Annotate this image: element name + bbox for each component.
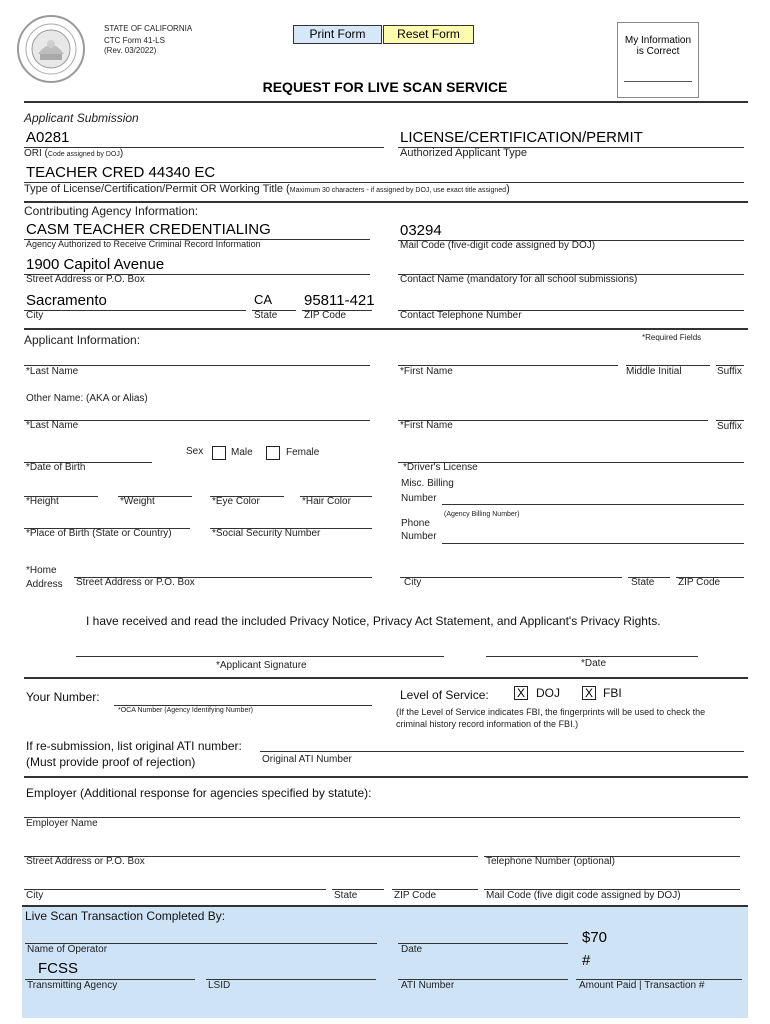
- home-city-label: City: [404, 577, 422, 588]
- employer-name-label: Employer Name: [26, 818, 98, 829]
- employer-mail-label: Mail Code (five digit code assigned by DOJ): [486, 890, 681, 901]
- employer-city-label: City: [26, 890, 44, 901]
- section-rule: [24, 677, 748, 679]
- level-of-service-label: Level of Service:: [400, 688, 489, 702]
- female-label: Female: [286, 447, 320, 458]
- city-rule: [24, 310, 246, 311]
- drivers-license-label: *Driver's License: [403, 462, 478, 473]
- agency-heading: Contributing Agency Information:: [24, 204, 199, 218]
- other-name-label: Other Name: (AKA or Alias): [26, 393, 148, 404]
- info-correct-line2: is Correct: [636, 46, 680, 57]
- ls-date-label: Date: [401, 944, 423, 955]
- lsid-label: LSID: [208, 980, 231, 991]
- fbi-note-line1: (If the Level of Service indicates FBI, the fingerprints will be used to check the: [396, 707, 706, 717]
- fbi-checkbox[interactable]: X: [582, 686, 596, 700]
- home-state-label: State: [631, 577, 655, 588]
- date-label: *Date: [581, 658, 607, 669]
- male-label: Male: [231, 447, 253, 458]
- weight-label: *Weight: [120, 496, 155, 507]
- oca-small-label: *OCA Number (Agency Identifying Number): [118, 707, 253, 714]
- male-checkbox[interactable]: [212, 446, 226, 460]
- employer-phone-label: Telephone Number (optional): [486, 856, 615, 867]
- address-label: Address: [26, 579, 63, 590]
- signature-rule: [76, 656, 444, 657]
- original-ati-rule: [260, 751, 744, 752]
- info-correct-line1: My Information: [624, 35, 692, 46]
- transaction-hash[interactable]: #: [582, 952, 591, 969]
- amount-paid-label: Amount Paid | Transaction #: [579, 980, 705, 991]
- agency-name-label: Agency Authorized to Receive Criminal Record Information: [26, 239, 261, 249]
- pob-label: *Place of Birth (State or Country): [26, 528, 172, 539]
- fbi-note-line2: criminal history record information of the FBI.): [396, 719, 579, 729]
- oca-rule: [114, 705, 372, 706]
- license-title-value[interactable]: TEACHER CRED 44340 EC: [26, 164, 216, 181]
- eye-color-label: *Eye Color: [212, 496, 260, 507]
- signature-label: *Applicant Signature: [216, 660, 307, 671]
- phone-rule: [442, 543, 744, 544]
- lsid-rule: [206, 979, 376, 980]
- height-label: *Height: [26, 496, 59, 507]
- street-label: Street Address or P.O. Box: [26, 274, 145, 285]
- submission-heading: Applicant Submission: [24, 111, 139, 125]
- ati-number-label: ATI Number: [401, 980, 455, 991]
- city-label: City: [26, 310, 44, 321]
- last-name-label: *Last Name: [26, 366, 79, 377]
- privacy-statement: I have received and read the included Privacy Notice, Privacy Act Statement, and Applicant's Privacy Rights.: [86, 614, 661, 628]
- ctc-seal: [16, 14, 86, 84]
- dob-label: *Date of Birth: [26, 462, 86, 473]
- suffix-label: Suffix: [717, 366, 742, 377]
- section-rule: [24, 776, 748, 778]
- employer-city-rule: [24, 889, 326, 890]
- applicant-type-label: Authorized Applicant Type: [400, 147, 527, 159]
- city-value[interactable]: Sacramento: [26, 292, 107, 309]
- mail-code-value[interactable]: 03294: [400, 222, 442, 239]
- required-note: *Required Fields: [642, 333, 702, 342]
- print-form-button[interactable]: Print Form: [293, 25, 382, 44]
- employer-state-label: State: [334, 890, 358, 901]
- employer-zip-label: ZIP Code: [394, 890, 437, 901]
- employer-name-rule: [24, 817, 740, 818]
- live-scan-heading: Live Scan Transaction Completed By:: [25, 909, 226, 923]
- applicant-type-value[interactable]: LICENSE/CERTIFICATION/PERMIT: [400, 129, 643, 146]
- misc-billing-label: Misc. Billing: [401, 478, 454, 489]
- operator-label: Name of Operator: [27, 944, 108, 955]
- date-rule: [486, 656, 698, 657]
- doj-checkbox[interactable]: X: [514, 686, 528, 700]
- license-title-label: Type of License/Certification/Permit OR Working Title (Maximum 30 characters - if assigned by DOJ, use exact title assigned): [24, 183, 510, 195]
- form-revision: (Rev. 03/2022): [104, 46, 157, 55]
- alias-last-label: *Last Name: [26, 420, 79, 431]
- transmitting-agency-value[interactable]: FCSS: [38, 960, 79, 977]
- contact-name-label: Contact Name (mandatory for all school submissions): [400, 274, 638, 285]
- misc-billing-number-label: Number: [401, 493, 437, 504]
- section-rule: [24, 328, 748, 330]
- form-number: CTC Form 41-LS: [104, 36, 165, 45]
- phone-number-label: Number: [401, 531, 437, 542]
- home-zip-label: ZIP Code: [678, 577, 721, 588]
- first-name-label: *First Name: [400, 366, 453, 377]
- sex-label: Sex: [186, 446, 204, 457]
- transmitting-agency-label: Transmitting Agency: [27, 980, 118, 991]
- form-title: REQUEST FOR LIVE SCAN SERVICE: [262, 79, 508, 95]
- agency-name-value[interactable]: CASM TEACHER CREDENTIALING: [26, 221, 271, 238]
- ori-value[interactable]: A0281: [26, 129, 70, 146]
- doj-label: DOJ: [536, 686, 560, 700]
- alias-suffix-label: Suffix: [717, 421, 742, 432]
- mail-code-label: Mail Code (five-digit code assigned by DOJ): [400, 240, 596, 251]
- resubmission-line2: (Must provide proof of rejection): [26, 755, 196, 769]
- contact-phone-label: Contact Telephone Number: [400, 310, 522, 321]
- street-value[interactable]: 1900 Capitol Avenue: [26, 256, 165, 273]
- ori-label: ORI (Code assigned by DOJ): [24, 148, 124, 159]
- female-checkbox[interactable]: [266, 446, 280, 460]
- employer-street-label: Street Address or P.O. Box: [26, 856, 145, 867]
- home-city-rule: [400, 577, 622, 578]
- reset-form-button[interactable]: Reset Form: [383, 25, 474, 44]
- applicant-heading: Applicant Information:: [24, 333, 141, 347]
- your-number-label: Your Number:: [26, 690, 100, 704]
- middle-initial-label: Middle Initial: [626, 366, 682, 377]
- original-ati-label: Original ATI Number: [262, 754, 352, 765]
- state-label: STATE OF CALIFORNIA: [104, 24, 193, 33]
- state-value[interactable]: CA: [254, 292, 273, 307]
- misc-billing-rule: [442, 504, 744, 505]
- home-street-label: Street Address or P.O. Box: [76, 577, 195, 588]
- resubmission-line1: If re-submission, list original ATI number:: [26, 739, 242, 753]
- billing-small-label: (Agency Billing Number): [444, 511, 520, 518]
- zip-value[interactable]: 95811-421: [304, 292, 375, 309]
- home-label: *Home: [26, 565, 57, 576]
- live-scan-panel: [22, 905, 748, 1018]
- alias-first-label: *First Name: [400, 420, 453, 431]
- ls-date-rule: [398, 943, 568, 944]
- ssn-label: *Social Security Number: [212, 528, 321, 539]
- amount-value[interactable]: $70: [582, 929, 608, 946]
- employer-heading: Employer (Additional response for agencies specified by statute):: [26, 786, 372, 800]
- zip-label: ZIP Code: [304, 310, 347, 321]
- fbi-label: FBI: [603, 686, 622, 700]
- state-label: State: [254, 310, 278, 321]
- hair-color-label: *Hair Color: [302, 496, 351, 507]
- phone-label: Phone: [401, 518, 430, 529]
- section-rule: [24, 101, 748, 103]
- section-rule: [24, 201, 748, 203]
